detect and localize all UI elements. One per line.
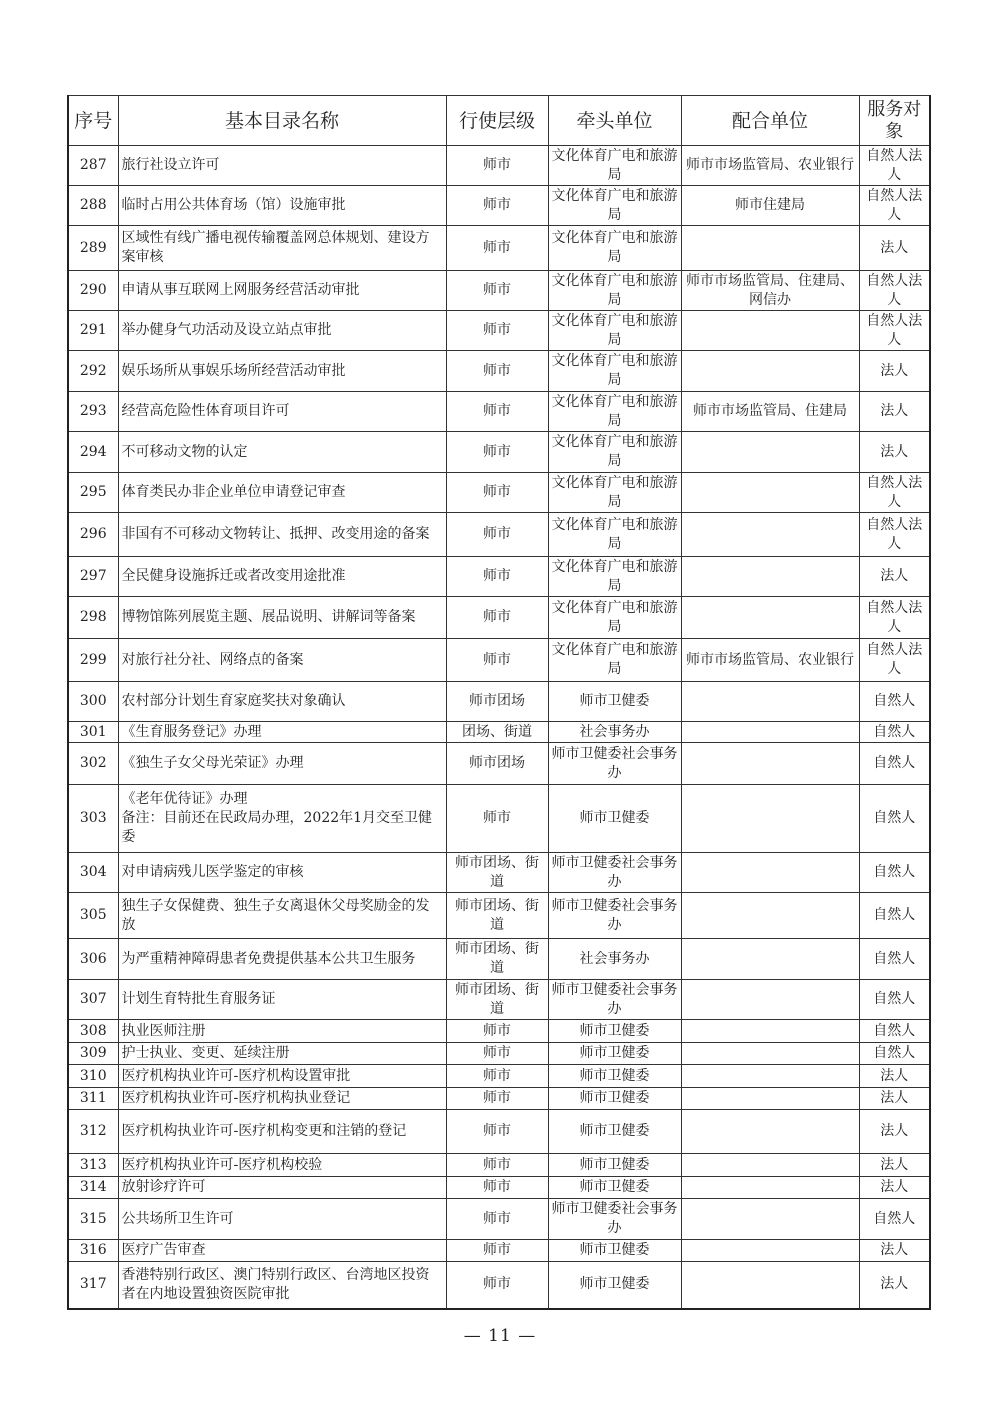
row-service-target: 自然人法人 [859, 146, 930, 186]
row-exercise-level: 师市团场、街道 [446, 980, 548, 1020]
table-row [68, 513, 930, 557]
row-lead-unit: 文化体育广电和旅游局 [548, 351, 681, 392]
row-assist-unit [681, 1088, 859, 1110]
row-seq-no: 316 [68, 1240, 118, 1262]
row-item-name: 护士执业、变更、延续注册 [118, 1043, 446, 1065]
row-lead-unit: 师市卫健委 [548, 785, 681, 853]
header-seq-no: 序号 [68, 96, 118, 146]
row-lead-unit: 文化体育广电和旅游局 [548, 557, 681, 597]
row-assist-unit [681, 1262, 859, 1309]
row-item-name: 医疗广告审查 [118, 1240, 446, 1262]
row-item-name: 对申请病残儿医学鉴定的审核 [118, 853, 446, 893]
row-assist-unit: 师市市场监管局、农业银行 [681, 146, 859, 186]
row-lead-unit: 师市卫健委社会事务办 [548, 853, 681, 893]
row-service-target: 自然人法人 [859, 271, 930, 311]
table-row [68, 351, 930, 392]
row-seq-no: 289 [68, 226, 118, 271]
row-seq-no: 297 [68, 557, 118, 597]
row-exercise-level: 师市 [446, 1240, 548, 1262]
row-seq-no: 307 [68, 980, 118, 1020]
row-exercise-level: 师市 [446, 432, 548, 473]
table-row [68, 939, 930, 980]
row-seq-no: 308 [68, 1020, 118, 1043]
row-service-target: 法人 [859, 226, 930, 271]
row-lead-unit: 师市卫健委社会事务办 [548, 893, 681, 939]
row-exercise-level: 师市 [446, 226, 548, 271]
row-exercise-level: 师市 [446, 1088, 548, 1110]
row-seq-no: 310 [68, 1065, 118, 1088]
row-exercise-level: 师市 [446, 1065, 548, 1088]
row-exercise-level: 师市团场、街道 [446, 939, 548, 980]
row-assist-unit [681, 1154, 859, 1177]
table-row [68, 271, 930, 311]
row-exercise-level: 师市团场 [446, 743, 548, 785]
row-exercise-level: 师市团场、街道 [446, 853, 548, 893]
row-service-target: 自然人 [859, 785, 930, 853]
row-assist-unit: 师市住建局 [681, 186, 859, 226]
row-exercise-level: 师市 [446, 1043, 548, 1065]
row-lead-unit: 师市卫健委社会事务办 [548, 743, 681, 785]
row-lead-unit: 文化体育广电和旅游局 [548, 271, 681, 311]
row-item-name: 医疗机构执业许可-医疗机构执业登记 [118, 1088, 446, 1110]
row-exercise-level: 师市 [446, 513, 548, 557]
row-item-name: 经营高危险性体育项目许可 [118, 392, 446, 432]
table-row [68, 980, 930, 1020]
row-exercise-level: 师市 [446, 146, 548, 186]
row-seq-no: 309 [68, 1043, 118, 1065]
table-row [68, 226, 930, 271]
row-exercise-level: 师市 [446, 473, 548, 513]
table-row [68, 1199, 930, 1240]
row-seq-no: 292 [68, 351, 118, 392]
row-assist-unit [681, 785, 859, 853]
row-exercise-level: 师市团场 [446, 682, 548, 722]
row-item-name: 全民健身设施拆迁或者改变用途批准 [118, 557, 446, 597]
table-row [68, 146, 930, 186]
row-seq-no: 293 [68, 392, 118, 432]
row-lead-unit: 师市卫健委 [548, 1088, 681, 1110]
row-exercise-level: 师市 [446, 785, 548, 853]
row-item-name: 临时占用公共体育场（馆）设施审批 [118, 186, 446, 226]
row-item-name: 旅行社设立许可 [118, 146, 446, 186]
row-lead-unit: 文化体育广电和旅游局 [548, 639, 681, 682]
row-assist-unit [681, 853, 859, 893]
row-service-target: 法人 [859, 351, 930, 392]
row-exercise-level: 师市 [446, 351, 548, 392]
table-row [68, 473, 930, 513]
row-service-target: 法人 [859, 432, 930, 473]
row-service-target: 自然人 [859, 1020, 930, 1043]
row-lead-unit: 师市卫健委 [548, 1043, 681, 1065]
table-row [68, 1088, 930, 1110]
row-lead-unit: 文化体育广电和旅游局 [548, 186, 681, 226]
table-row [68, 893, 930, 939]
row-service-target: 自然人 [859, 1043, 930, 1065]
row-seq-no: 301 [68, 722, 118, 743]
header-item-name: 基本目录名称 [118, 96, 446, 146]
table-row [68, 1020, 930, 1043]
row-service-target: 自然人 [859, 722, 930, 743]
row-assist-unit [681, 311, 859, 351]
row-service-target: 法人 [859, 1240, 930, 1262]
row-exercise-level: 师市 [446, 1110, 548, 1154]
row-service-target: 法人 [859, 1065, 930, 1088]
row-seq-no: 311 [68, 1088, 118, 1110]
row-exercise-level: 师市 [446, 1199, 548, 1240]
table-row [68, 1262, 930, 1309]
row-seq-no: 313 [68, 1154, 118, 1177]
row-service-target: 法人 [859, 1262, 930, 1309]
table-row [68, 1065, 930, 1088]
row-assist-unit [681, 1177, 859, 1199]
row-item-name: 《独生子女父母光荣证》办理 [118, 743, 446, 785]
row-lead-unit: 师市卫健委 [548, 1262, 681, 1309]
table-row [68, 311, 930, 351]
table-row [68, 682, 930, 722]
row-item-name: 为严重精神障碍患者免费提供基本公共卫生服务 [118, 939, 446, 980]
row-item-name: 医疗机构执业许可-医疗机构校验 [118, 1154, 446, 1177]
row-item-name: 《老年优待证》办理 备注：目前还在民政局办理，2022年1月交至卫健委 [118, 785, 446, 853]
row-assist-unit [681, 1110, 859, 1154]
row-exercise-level: 师市 [446, 271, 548, 311]
row-assist-unit [681, 557, 859, 597]
row-assist-unit [681, 513, 859, 557]
table-row [68, 1177, 930, 1199]
row-seq-no: 299 [68, 639, 118, 682]
row-exercise-level: 团场、街道 [446, 722, 548, 743]
row-assist-unit [681, 939, 859, 980]
table-row [68, 1154, 930, 1177]
catalog-table [67, 95, 931, 1310]
row-lead-unit: 师市卫健委 [548, 1240, 681, 1262]
row-service-target: 自然人 [859, 893, 930, 939]
row-service-target: 自然人法人 [859, 513, 930, 557]
header-lead-unit: 牵头单位 [548, 96, 681, 146]
row-seq-no: 306 [68, 939, 118, 980]
row-assist-unit [681, 351, 859, 392]
table-row [68, 392, 930, 432]
row-service-target: 法人 [859, 1154, 930, 1177]
row-service-target: 自然人 [859, 743, 930, 785]
row-exercise-level: 师市 [446, 1020, 548, 1043]
row-lead-unit: 社会事务办 [548, 722, 681, 743]
row-seq-no: 303 [68, 785, 118, 853]
page-number: — 11 — [463, 1326, 537, 1346]
row-lead-unit: 师市卫健委 [548, 682, 681, 722]
table-row [68, 432, 930, 473]
row-exercise-level: 师市 [446, 597, 548, 639]
row-seq-no: 288 [68, 186, 118, 226]
row-exercise-level: 师市 [446, 392, 548, 432]
row-item-name: 《生育服务登记》办理 [118, 722, 446, 743]
row-seq-no: 287 [68, 146, 118, 186]
row-service-target: 法人 [859, 1088, 930, 1110]
row-seq-no: 296 [68, 513, 118, 557]
row-lead-unit: 文化体育广电和旅游局 [548, 226, 681, 271]
row-assist-unit: 师市市场监管局、住建局 [681, 392, 859, 432]
row-seq-no: 300 [68, 682, 118, 722]
row-assist-unit [681, 1240, 859, 1262]
row-seq-no: 295 [68, 473, 118, 513]
row-item-name: 医疗机构执业许可-医疗机构变更和注销的登记 [118, 1110, 446, 1154]
table-body [68, 146, 930, 1309]
row-item-name: 不可移动文物的认定 [118, 432, 446, 473]
table-row [68, 853, 930, 893]
row-seq-no: 315 [68, 1199, 118, 1240]
row-seq-no: 305 [68, 893, 118, 939]
row-exercise-level: 师市 [446, 311, 548, 351]
row-assist-unit: 师市市场监管局、住建局、网信办 [681, 271, 859, 311]
row-service-target: 自然人 [859, 853, 930, 893]
row-seq-no: 312 [68, 1110, 118, 1154]
row-lead-unit: 师市卫健委 [548, 1177, 681, 1199]
row-seq-no: 298 [68, 597, 118, 639]
row-seq-no: 314 [68, 1177, 118, 1199]
table-header-row [68, 96, 930, 146]
row-assist-unit [681, 226, 859, 271]
row-lead-unit: 师市卫健委社会事务办 [548, 980, 681, 1020]
row-service-target: 法人 [859, 392, 930, 432]
row-exercise-level: 师市 [446, 186, 548, 226]
row-item-name: 执业医师注册 [118, 1020, 446, 1043]
row-seq-no: 317 [68, 1262, 118, 1309]
table-row [68, 1043, 930, 1065]
row-exercise-level: 师市 [446, 1177, 548, 1199]
row-lead-unit: 文化体育广电和旅游局 [548, 473, 681, 513]
row-lead-unit: 文化体育广电和旅游局 [548, 432, 681, 473]
table-row [68, 722, 930, 743]
row-item-name: 农村部分计划生育家庭奖扶对象确认 [118, 682, 446, 722]
row-assist-unit [681, 980, 859, 1020]
row-service-target: 自然人法人 [859, 597, 930, 639]
row-item-name: 香港特别行政区、澳门特别行政区、台湾地区投资者在内地设置独资医院审批 [118, 1262, 446, 1309]
row-item-name: 计划生育特批生育服务证 [118, 980, 446, 1020]
table-row [68, 1240, 930, 1262]
row-assist-unit [681, 1043, 859, 1065]
row-assist-unit [681, 743, 859, 785]
row-item-name: 举办健身气功活动及设立站点审批 [118, 311, 446, 351]
row-lead-unit: 文化体育广电和旅游局 [548, 392, 681, 432]
row-item-name: 放射诊疗许可 [118, 1177, 446, 1199]
row-lead-unit: 文化体育广电和旅游局 [548, 597, 681, 639]
row-service-target: 法人 [859, 557, 930, 597]
row-service-target: 自然人法人 [859, 639, 930, 682]
row-item-name: 对旅行社分社、网络点的备案 [118, 639, 446, 682]
row-lead-unit: 文化体育广电和旅游局 [548, 146, 681, 186]
row-assist-unit [681, 722, 859, 743]
table-row [68, 743, 930, 785]
row-exercise-level: 师市 [446, 639, 548, 682]
row-lead-unit: 文化体育广电和旅游局 [548, 513, 681, 557]
row-seq-no: 294 [68, 432, 118, 473]
row-item-name: 博物馆陈列展览主题、展品说明、讲解词等备案 [118, 597, 446, 639]
row-service-target: 自然人 [859, 980, 930, 1020]
row-item-name: 医疗机构执业许可-医疗机构设置审批 [118, 1065, 446, 1088]
row-service-target: 自然人 [859, 939, 930, 980]
row-assist-unit [681, 473, 859, 513]
row-seq-no: 304 [68, 853, 118, 893]
table-row [68, 557, 930, 597]
table-row [68, 1110, 930, 1154]
row-seq-no: 302 [68, 743, 118, 785]
row-item-name: 区域性有线广播电视传输覆盖网总体规划、建设方案审核 [118, 226, 446, 271]
row-item-name: 体育类民办非企业单位申请登记审查 [118, 473, 446, 513]
row-exercise-level: 师市 [446, 1154, 548, 1177]
row-lead-unit: 文化体育广电和旅游局 [548, 311, 681, 351]
row-service-target: 自然人法人 [859, 473, 930, 513]
table-row [68, 186, 930, 226]
row-assist-unit [681, 1020, 859, 1043]
row-item-name: 独生子女保健费、独生子女离退休父母奖励金的发放 [118, 893, 446, 939]
row-service-target: 法人 [859, 1110, 930, 1154]
row-lead-unit: 社会事务办 [548, 939, 681, 980]
row-seq-no: 291 [68, 311, 118, 351]
row-assist-unit [681, 682, 859, 722]
row-service-target: 自然人法人 [859, 311, 930, 351]
row-exercise-level: 师市 [446, 557, 548, 597]
row-lead-unit: 师市卫健委 [548, 1065, 681, 1088]
row-lead-unit: 师市卫健委 [548, 1110, 681, 1154]
row-assist-unit [681, 432, 859, 473]
row-assist-unit [681, 597, 859, 639]
row-service-target: 自然人法人 [859, 186, 930, 226]
row-service-target: 自然人 [859, 1199, 930, 1240]
row-seq-no: 290 [68, 271, 118, 311]
row-assist-unit [681, 1065, 859, 1088]
row-assist-unit [681, 1199, 859, 1240]
table-row [68, 597, 930, 639]
header-exercise-level: 行使层级 [446, 96, 548, 146]
header-assist-unit: 配合单位 [681, 96, 859, 146]
table-row [68, 785, 930, 853]
table-row [68, 639, 930, 682]
row-assist-unit [681, 893, 859, 939]
row-item-name: 娱乐场所从事娱乐场所经营活动审批 [118, 351, 446, 392]
header-service-target: 服务对象 [859, 96, 930, 146]
row-assist-unit: 师市市场监管局、农业银行 [681, 639, 859, 682]
row-service-target: 法人 [859, 1177, 930, 1199]
row-exercise-level: 师市团场、街道 [446, 893, 548, 939]
row-item-name: 公共场所卫生许可 [118, 1199, 446, 1240]
row-lead-unit: 师市卫健委社会事务办 [548, 1199, 681, 1240]
row-item-name: 非国有不可移动文物转让、抵押、改变用途的备案 [118, 513, 446, 557]
row-item-name: 申请从事互联网上网服务经营活动审批 [118, 271, 446, 311]
row-lead-unit: 师市卫健委 [548, 1020, 681, 1043]
row-exercise-level: 师市 [446, 1262, 548, 1309]
row-lead-unit: 师市卫健委 [548, 1154, 681, 1177]
row-service-target: 自然人 [859, 682, 930, 722]
